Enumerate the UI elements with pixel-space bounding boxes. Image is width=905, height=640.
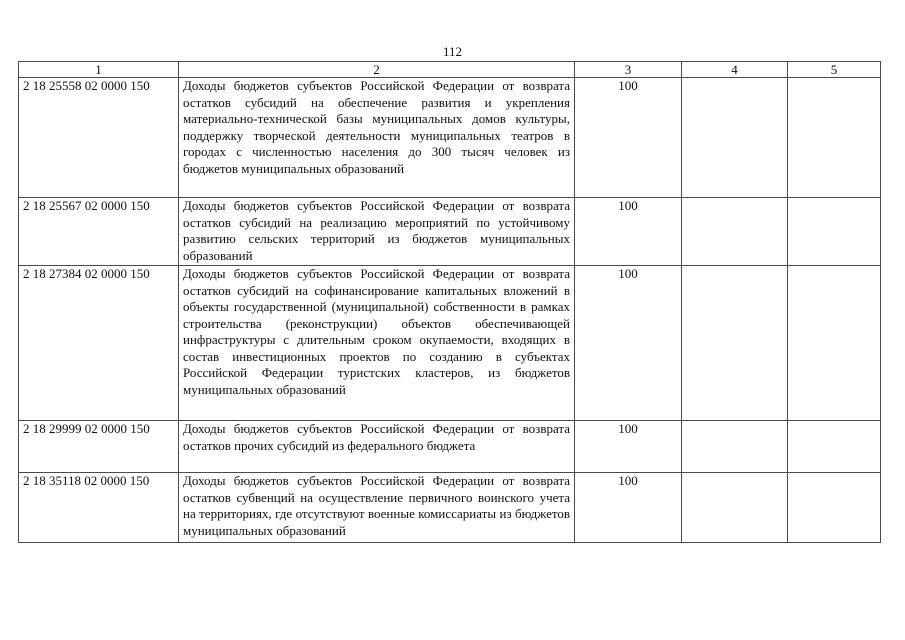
header-row bbox=[19, 62, 881, 78]
table-row bbox=[19, 198, 881, 266]
col3-value: 100 bbox=[575, 266, 682, 421]
col5-value bbox=[788, 473, 881, 543]
revenue-code: 2 18 25567 02 0000 150 bbox=[19, 198, 179, 266]
header-col-3: 3 bbox=[575, 62, 682, 78]
col3-value: 100 bbox=[575, 78, 682, 198]
revenue-code: 2 18 35118 02 0000 150 bbox=[19, 473, 179, 543]
table-row bbox=[19, 421, 881, 473]
col4-value bbox=[682, 78, 788, 198]
revenue-code: 2 18 27384 02 0000 150 bbox=[19, 266, 179, 421]
revenue-code: 2 18 25558 02 0000 150 bbox=[19, 78, 179, 198]
page-number: 112 bbox=[442, 44, 463, 59]
col3-value: 100 bbox=[575, 473, 682, 543]
col4-value bbox=[682, 421, 788, 473]
col4-value bbox=[682, 198, 788, 266]
revenue-description: Доходы бюджетов субъектов Российской Федерации от возврата остатков прочих субсидий из федерального бюджета bbox=[179, 421, 575, 473]
revenue-description: Доходы бюджетов субъектов Российской Федерации от возврата остатков субсидий на обеспечение развития и укрепления материально-технической базы муниципальных домов культуры, поддержку творческой деятельности муниципальных театров в городах с численностью населения до 300 тысяч человек из бюджетов муниципальных образований bbox=[179, 78, 575, 198]
budget-revenue-table bbox=[18, 61, 881, 543]
col4-value bbox=[682, 266, 788, 421]
header-col-4: 4 bbox=[682, 62, 788, 78]
table-row bbox=[19, 78, 881, 198]
header-col-1: 1 bbox=[19, 62, 179, 78]
col5-value bbox=[788, 266, 881, 421]
revenue-code: 2 18 29999 02 0000 150 bbox=[19, 421, 179, 473]
col5-value bbox=[788, 198, 881, 266]
revenue-description: Доходы бюджетов субъектов Российской Федерации от возврата остатков субсидий на софинансирование капитальных вложений в объекты государственной (муниципальной) собственности в рамках строительства (реконструкции) объектов обеспечивающей инфраструктуры с длительным сроком окупаемости, входящих в состав инвестиционных проектов по созданию в субъектах Российской Федерации туристских кластеров, из бюджетов муниципальных образований bbox=[179, 266, 575, 421]
col3-value: 100 bbox=[575, 198, 682, 266]
header-col-5: 5 bbox=[788, 62, 881, 78]
col3-value: 100 bbox=[575, 421, 682, 473]
revenue-description: Доходы бюджетов субъектов Российской Федерации от возврата остатков субсидий на реализацию мероприятий по устойчивому развитию сельских территорий из бюджетов муниципальных образований bbox=[179, 198, 575, 266]
col5-value bbox=[788, 78, 881, 198]
col5-value bbox=[788, 421, 881, 473]
table-row bbox=[19, 473, 881, 543]
col4-value bbox=[682, 473, 788, 543]
revenue-description: Доходы бюджетов субъектов Российской Федерации от возврата остатков субвенций на осуществление первичного воинского учета на территориях, где отсутствуют военные комиссариаты из бюджетов муниципальных образований bbox=[179, 473, 575, 543]
header-col-2: 2 bbox=[179, 62, 575, 78]
table-row bbox=[19, 266, 881, 421]
